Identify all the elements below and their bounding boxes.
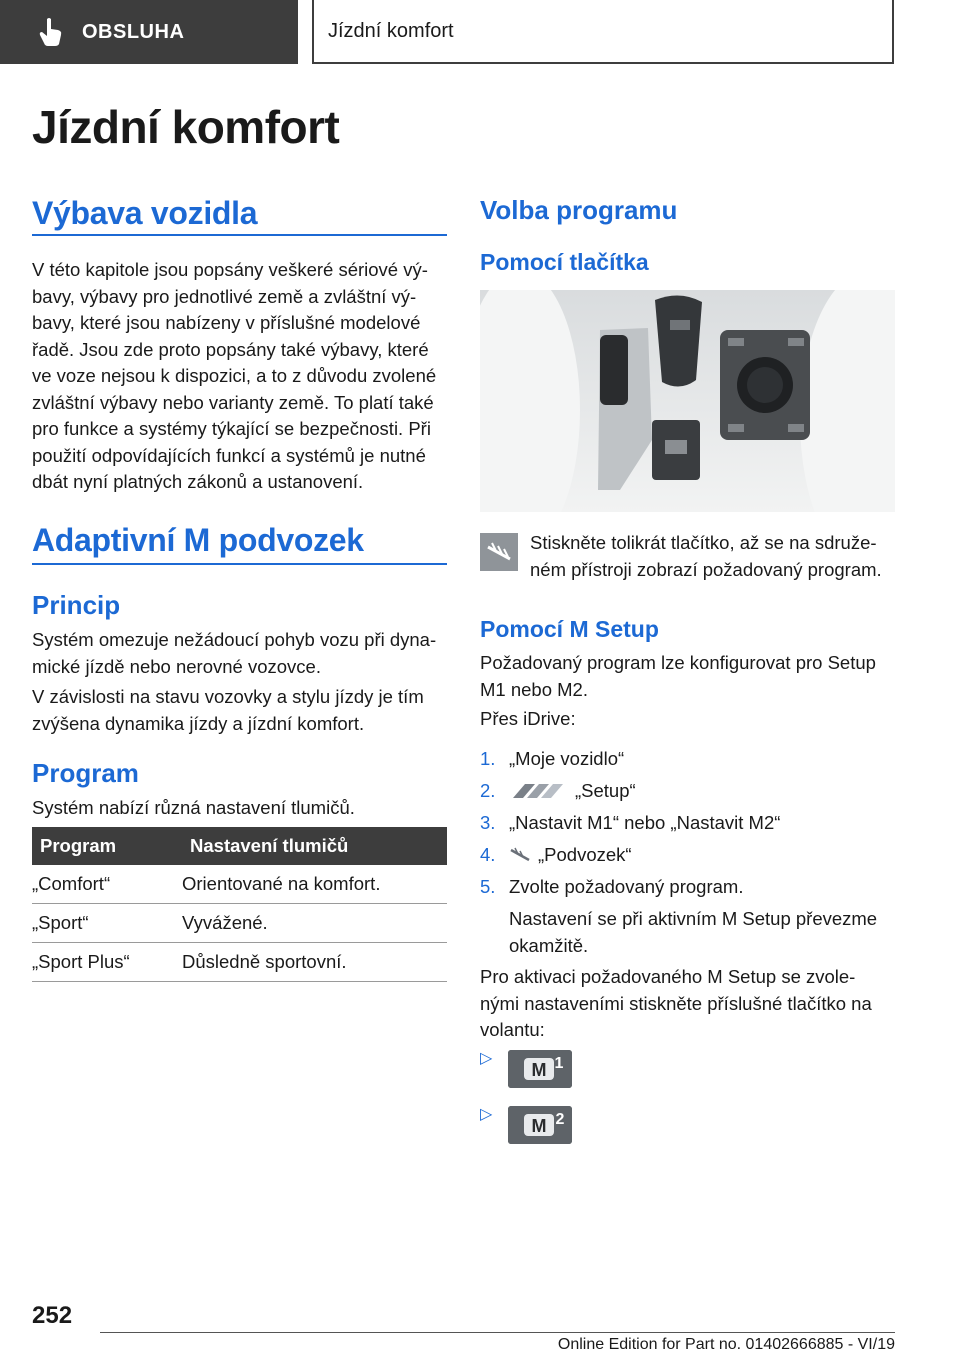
msetup-intro [480,650,900,703]
step-text: „Setup“ [575,780,636,801]
text-line: Systém omezuje nežádoucí pohyb vozu při dyna‐ [32,629,437,650]
step-1 [480,746,625,773]
table-cell: Důsledně sportovní. [182,943,447,982]
heading-by-msetup: Pomocí M Setup [480,616,659,642]
step-text: „Moje vozidlo“ [509,748,625,769]
text-line: bavy, výbavy pro jednotlivé země a zvláštní vý‐ [32,285,417,307]
heading-rule [32,234,447,236]
text-line: mické jízdě nebo nerovné vozovce. [32,655,321,677]
shock-absorber-icon [480,533,518,571]
principle-paragraph-1 [32,627,452,680]
m1-letter: M [531,1060,547,1080]
damping-table [32,827,447,982]
step-4 [480,842,632,869]
table-row [32,865,447,904]
equipment-paragraph [32,257,452,496]
table-cell: „Sport“ [32,904,182,943]
text-line: použití odpovídajících funkcí a systémů je nutné [32,444,426,466]
text-line: pro funkce a systémy týkající se bezpečnosti. Při [32,418,431,439]
step-5 [480,874,744,901]
table-row [32,904,447,943]
text-line: Pro aktivaci požadovaného M Setup se zvole‐ [480,966,856,987]
m1-button-image [508,1050,572,1088]
heading-program: Program [32,758,139,788]
m2-icon [508,1106,572,1144]
column-header-damping: Nastavení tlumičů [182,827,447,865]
step-text: Zvolte požadovaný program. [509,876,744,897]
footer-rule [100,1332,895,1333]
table-row [32,943,447,982]
step-3 [480,810,781,837]
heading-rule [32,563,447,565]
text-line: V této kapitole jsou popsány veškeré sériové vý‐ [32,259,428,280]
text-line: ném přístroji zobrazí požadovaný program. [530,558,882,580]
step-2 [480,778,636,805]
center-console-illustration [480,290,895,512]
section-label: OBSLUHA [82,20,185,43]
activation-paragraph [480,964,900,1044]
page-title: Jízdní komfort [32,101,340,153]
notice-icon [480,533,518,571]
hand-pointer-icon [38,17,64,47]
m1-icon [508,1050,572,1088]
m2-button-image [508,1106,572,1144]
m2-letter: M [531,1116,547,1136]
text-line: dbát nyní platných zákonů a ustanovení. [32,471,364,492]
page-number: 252 [32,1302,73,1329]
bullet-marker: ▷ [480,1050,493,1067]
text-line: nými nastaveními stiskněte příslušné tlačítko na [480,992,872,1014]
via-idrive: Přes iDrive: [480,708,576,729]
table-header-row [32,827,447,865]
text-line: řadě. Jsou zde proto popsány také výbavy, které [32,338,429,360]
step-text: „Nastavit M1“ nebo „Nastavit M2“ [509,812,781,833]
heading-by-button: Pomocí tlačítka [480,249,649,275]
step-number: 5. [480,876,496,897]
notice-text [530,530,900,583]
footer-edition: Online Edition for Part no. 01402666885 - VI/19 [557,1336,895,1353]
text-line: Stiskněte tolikrát tlačítko, až se na sdruže‐ [530,532,877,553]
step-5-detail [509,906,899,959]
m-stripes-icon [509,782,565,800]
table-cell: Vyvážené. [182,904,447,943]
heading-adaptive: Adaptivní M podvozek [32,522,364,558]
suspension-icon [509,846,531,864]
text-line: V závislosti na stavu vozovky a stylu jízdy je tím [32,686,424,707]
table-cell: Orientované na komfort. [182,865,447,904]
chapter-tab [312,0,894,64]
m1-number: 1 [554,1055,564,1072]
principle-paragraph-2 [32,684,452,737]
text-line: bavy, které jsou nabízeny v příslušné modelové [32,312,421,333]
text-line: zvýšena dynamika jízdy a jízdní komfort. [32,712,365,734]
text-line: volantu: [480,1019,545,1040]
m2-number: 2 [555,1111,565,1128]
bullet-marker: ▷ [480,1106,493,1123]
section-tab [0,0,298,64]
center-console-photo [480,290,895,512]
column-header-program: Program [32,827,182,865]
text-line: Požadovaný program lze konfigurovat pro Setup [480,652,876,673]
heading-program-selection: Volba programu [480,195,678,225]
text-line: ve voze nejsou k dispozici, a to z důvodu zvolené [32,365,437,386]
heading-equipment: Výbava vozidla [32,195,258,231]
chapter-label: Jízdní komfort [328,19,454,42]
program-text: Systém nabízí různá nastavení tlumičů. [32,797,355,818]
text-line: okamžitě. [509,934,589,956]
step-text: „Podvozek“ [538,844,632,865]
step-number: 1. [480,748,496,769]
text-line: zvláštní výbavy nebo varianty země. To platí také [32,391,434,413]
text-line: Nastavení se při aktivním M Setup převezme [509,908,878,929]
table-cell: „Sport Plus“ [32,943,182,982]
step-number: 4. [480,844,496,865]
table-cell: „Comfort“ [32,865,182,904]
step-number: 2. [480,780,496,801]
text-line: M1 nebo M2. [480,678,588,700]
heading-principle: Princip [32,590,121,620]
step-number: 3. [480,812,496,833]
